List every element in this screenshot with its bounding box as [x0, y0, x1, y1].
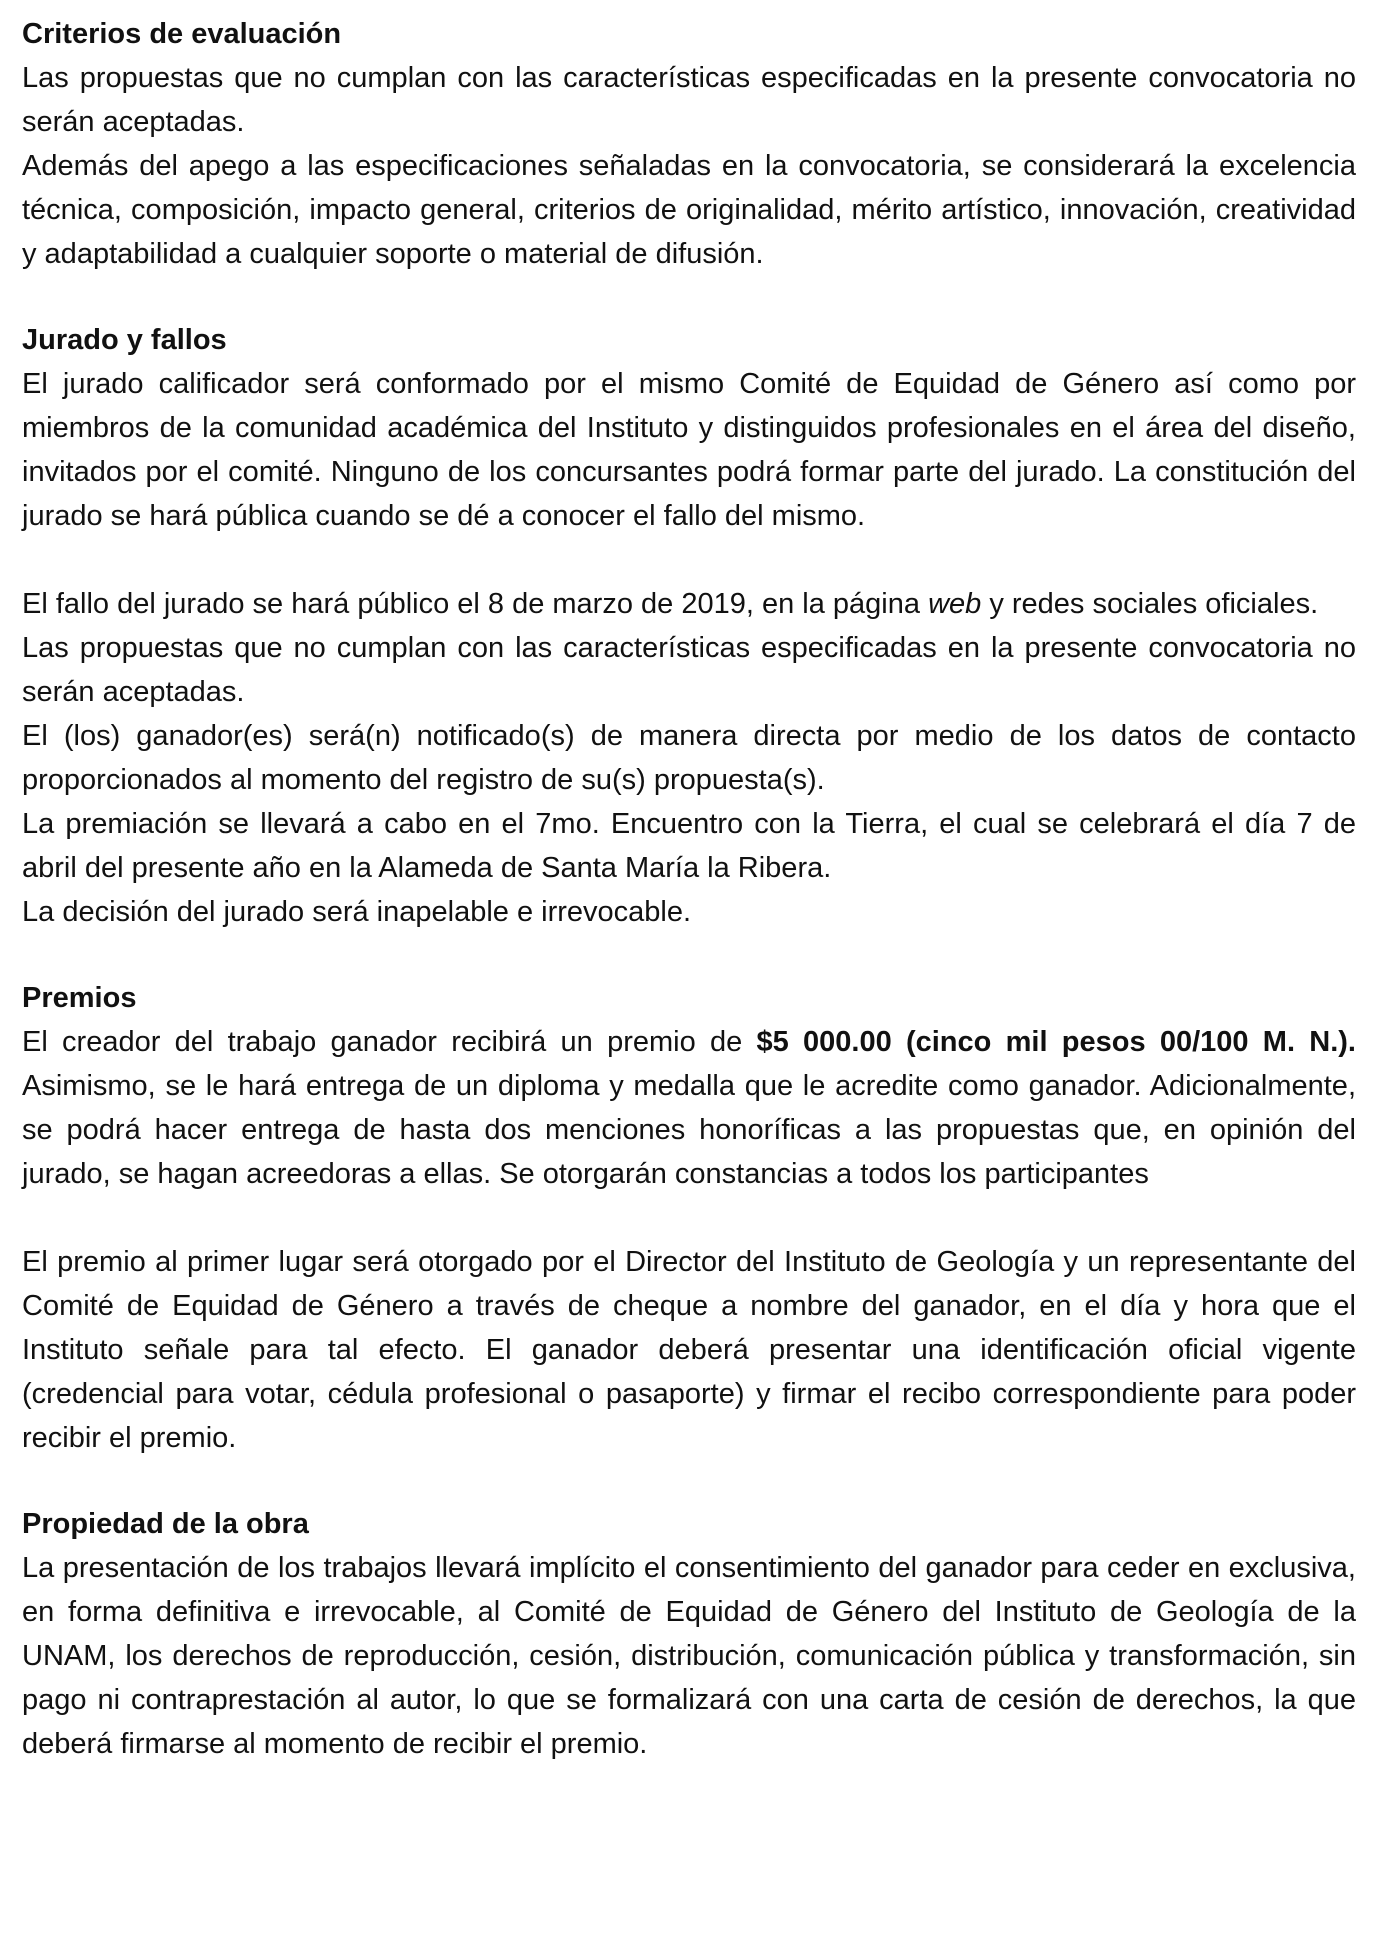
paragraph: Las propuestas que no cumplan con las características especificadas en la presente convocatoria no serán aceptadas. [22, 62, 1356, 138]
section-heading: Propiedad de la obra [22, 1508, 309, 1540]
paragraph [22, 582, 1356, 626]
paragraph: El premio al primer lugar será otorgado por el Director del Instituto de Geología y un representante del Comité de Equidad de Género a través de cheque a nombre del ganador, en el día y hora que el Instituto señale para tal efecto. El ganador deberá presentar una identificación oficial vigente (credencial para votar, cédula profesional o pasaporte) y firmar el recibo correspondiente para poder recibir el premio. [22, 1246, 1356, 1454]
paragraph: Además del apego a las especificaciones señaladas en la convocatoria, se considerará la excelencia técnica, composición, impacto general, criterios de originalidad, mérito artístico, innovación, creatividad y adaptabilidad a cualquier soporte o material de difusión. [22, 150, 1356, 270]
paragraph [22, 1020, 1356, 1196]
section-premios [22, 976, 1356, 1460]
section-heading: Jurado y fallos [22, 324, 227, 356]
section-heading: Premios [22, 982, 137, 1014]
section-propiedad [22, 1502, 1356, 1766]
document-page [22, 12, 1356, 1766]
italic-text: web [928, 588, 982, 620]
paragraph: Las propuestas que no cumplan con las características especificadas en la presente convocatoria no serán aceptadas. [22, 632, 1356, 708]
paragraph: El (los) ganador(es) será(n) notificado(s) de manera directa por medio de los datos de contacto proporcionados al momento del registro de su(s) propuesta(s). [22, 720, 1356, 796]
text-run: El creador del trabajo ganador recibirá un premio de [22, 1026, 757, 1058]
section-jurado [22, 318, 1356, 934]
section-criterios [22, 12, 1356, 276]
text-run: El fallo del jurado se hará público el 8 de marzo de 2019, en la página [22, 588, 929, 620]
text-run: y redes sociales oficiales. [981, 588, 1319, 620]
text-run: Asimismo, se le hará entrega de un diploma y medalla que le acredite como ganador. Adicionalmente, se podrá hacer entrega de hasta dos menciones honoríficas a las propuestas que, en opinión del jurado, se hagan acreedoras a ellas. Se otorgarán constancias a todos los participantes [22, 1070, 1356, 1190]
prize-amount: $5 000.00 (cinco mil pesos 00/100 M. N.). [756, 1026, 1356, 1058]
paragraph: La decisión del jurado será inapelable e irrevocable. [22, 896, 692, 928]
paragraph: El jurado calificador será conformado por el mismo Comité de Equidad de Género así como por miembros de la comunidad académica del Instituto y distinguidos profesionales en el área del diseño, invitados por el comité. Ninguno de los concursantes podrá formar parte del jurado. La constitución del jurado se hará pública cuando se dé a conocer el fallo del mismo. [22, 368, 1356, 532]
paragraph: La premiación se llevará a cabo en el 7mo. Encuentro con la Tierra, el cual se celebrará el día 7 de abril del presente año en la Alameda de Santa María la Ribera. [22, 808, 1356, 884]
section-heading: Criterios de evaluación [22, 18, 342, 50]
paragraph: La presentación de los trabajos llevará implícito el consentimiento del ganador para ceder en exclusiva, en forma definitiva e irrevocable, al Comité de Equidad de Género del Instituto de Geología de la UNAM, los derechos de reproducción, cesión, distribución, comunicación pública y transformación, sin pago ni contraprestación al autor, lo que se formalizará con una carta de cesión de derechos, la que deberá firmarse al momento de recibir el premio. [22, 1552, 1356, 1760]
